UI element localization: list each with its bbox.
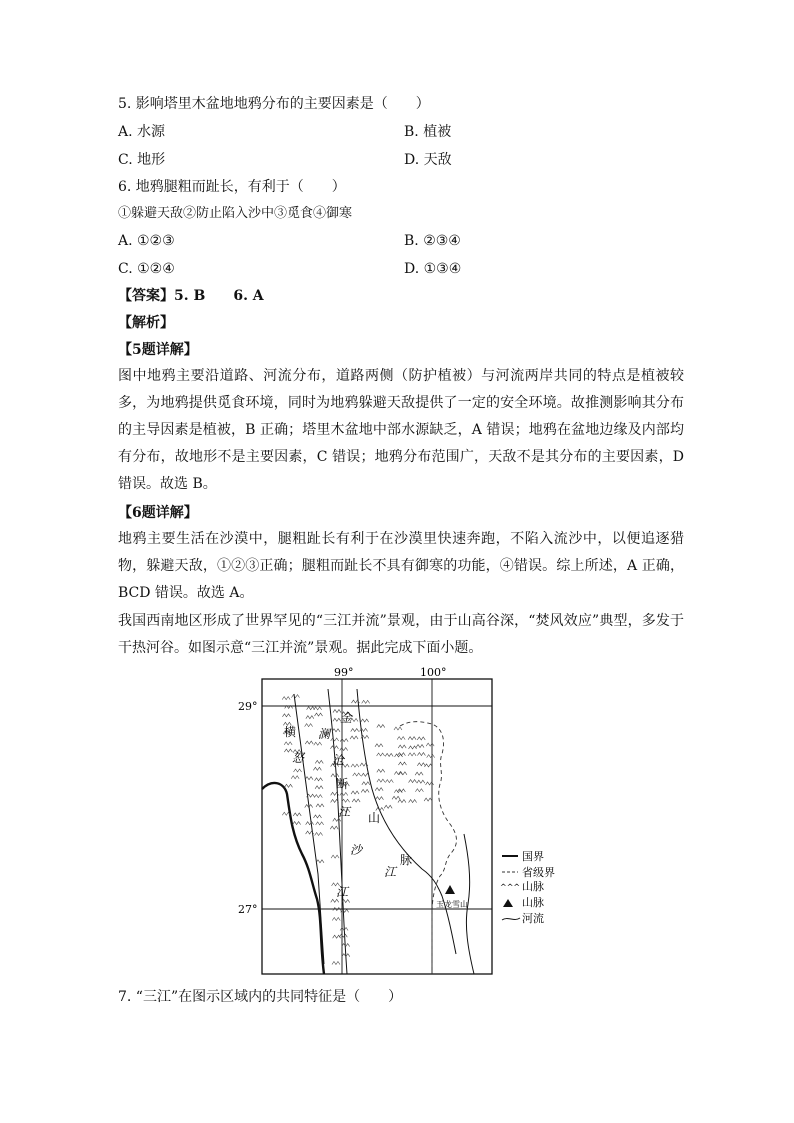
mountain-symbol	[339, 934, 347, 937]
mountain-symbol	[398, 745, 406, 748]
mountain-symbol	[353, 773, 361, 776]
label-lat-27: 27°	[238, 903, 258, 916]
mountain-symbol	[384, 805, 392, 808]
mountain-symbol	[397, 737, 405, 740]
mountain-symbol	[350, 736, 358, 739]
label-lat-29: 29°	[238, 700, 258, 713]
mountain-symbol	[316, 804, 324, 807]
peak-icon	[445, 885, 455, 894]
q7-stem: 7. “三江”在图示区域内的共同特征是（ ）	[118, 989, 403, 1005]
mountain-symbol	[375, 788, 383, 791]
mountain-symbol	[332, 962, 340, 965]
mountain-symbol	[331, 855, 339, 858]
legend-river-swatch	[502, 918, 520, 920]
map-frame	[262, 679, 492, 974]
mountain-symbol	[377, 769, 385, 772]
mountain-symbol	[409, 800, 417, 803]
mountain-symbol	[340, 739, 348, 742]
mountain-symbol	[316, 860, 324, 863]
mountain-symbol	[425, 764, 433, 767]
q5-detail-text: 图中地鸦主要沿道路、河流分布，道路两侧（防护植被）与河流两岸共同的特点是植被较多，为地鸦提供觅食环境，同时为地鸦躲避天敌提供了一定的安全环境。故推测影响其分布的主导因素是植被，B 正确；塔里木盆地中部水源缺乏，A 错误；地鸦在盆地边缘及内部均有分布，故地形不是主要因素，C 错误；地鸦分布范围广，天敌不是其分布的主要因素，D 错误。故选 B。	[118, 368, 684, 492]
mountain-symbol	[397, 789, 405, 792]
mountain-symbol	[314, 742, 322, 745]
mountain-symbol	[415, 772, 423, 775]
label-jiang-1: 江	[338, 805, 351, 819]
mountain-symbol	[415, 789, 423, 792]
q6-stem: 6. 地鸦腿粗而趾长，有利于（ ）	[118, 179, 346, 195]
mountain-symbol	[392, 796, 400, 799]
mountain-symbol	[351, 764, 359, 767]
label-duan: 断	[336, 777, 349, 791]
mountain-symbol	[315, 833, 323, 836]
q5-detail-heading: 【5题详解】	[118, 342, 198, 358]
mountain-symbol	[342, 944, 350, 947]
q5-option-c: C. 地形	[118, 152, 166, 168]
mountain-symbol	[282, 697, 290, 700]
mountain-ranges	[282, 695, 435, 965]
mountain-symbol	[315, 778, 323, 781]
mountain-symbol	[306, 822, 314, 825]
mountain-symbol	[377, 753, 385, 756]
label-shan: 山	[368, 811, 381, 825]
mountain-symbol	[385, 780, 393, 783]
mountain-symbol	[294, 769, 302, 772]
q6-option-b: B. ②③④	[404, 233, 461, 249]
mountain-symbol	[314, 707, 322, 710]
mountain-symbol	[293, 813, 301, 816]
label-lon-100: 100°	[420, 666, 447, 679]
mountain-symbol	[361, 789, 369, 792]
mountain-symbol	[305, 741, 313, 744]
mountain-symbol	[362, 782, 370, 785]
mountain-symbol	[313, 767, 321, 770]
mountain-symbol	[424, 798, 432, 801]
label-sha: 沙	[350, 843, 363, 857]
label-jiang-2: 江	[384, 865, 397, 879]
mountain-symbol	[315, 713, 323, 716]
q5-stem: 5. 影响塔里木盆地地鸦分布的主要因素是（ ）	[118, 96, 430, 112]
mountain-symbol	[340, 748, 348, 751]
q6-option-d: D. ①③④	[404, 261, 462, 277]
q5-option-d: D. 天敌	[404, 152, 452, 168]
mountain-symbol	[385, 753, 393, 756]
mountain-symbol	[284, 784, 292, 787]
legend-river-label: 河流	[522, 912, 544, 925]
label-nu: 怒	[292, 751, 305, 765]
legend-range-swatch: ^^^	[500, 883, 521, 892]
legend-peak-label: 山脉	[522, 896, 544, 909]
mountain-symbol	[408, 737, 416, 740]
mountain-symbol	[409, 746, 417, 749]
mountain-symbol	[416, 745, 424, 748]
mountain-symbol	[307, 707, 315, 710]
q6-detail-text: 地鸦主要生活在沙漠中，腿粗趾长有利于在沙漠里快速奔跑，不陷入流沙中，以便追逐猎物，躲避天敌，①②③正确；腿粗而趾长不具有御寒的功能，④错误。综上所述，A 正确，BCD 错误。故选 A。	[118, 531, 684, 601]
mountain-symbol	[417, 737, 425, 740]
mountain-symbol	[315, 786, 323, 789]
mountain-symbol	[314, 795, 322, 798]
mountain-symbol	[293, 822, 301, 825]
mountain-symbol	[316, 822, 324, 825]
mountain-symbol	[342, 799, 350, 802]
mountain-symbol	[375, 797, 383, 800]
mountain-symbol	[315, 760, 323, 763]
mountain-symbol	[398, 762, 406, 765]
label-yulong: 玉龙雪山	[436, 900, 468, 909]
mountain-symbol	[332, 917, 340, 920]
q6-detail-heading: 【6题详解】	[118, 505, 198, 521]
label-lon-99: 99°	[334, 666, 354, 679]
national-border	[262, 783, 324, 974]
mountain-symbol	[352, 799, 360, 802]
mountain-symbol	[331, 899, 339, 902]
mountain-symbol	[362, 700, 370, 703]
river-lancang	[328, 689, 347, 974]
q5-option-a: A. 水源	[118, 124, 166, 140]
mountain-symbol	[306, 716, 314, 719]
mountain-symbol	[377, 725, 385, 728]
provincial-border	[400, 722, 456, 974]
q5-option-b: B. 植被	[404, 124, 452, 140]
q6-option-c: C. ①②④	[118, 261, 175, 277]
mountain-symbol	[361, 719, 369, 722]
mountain-symbol	[417, 763, 425, 766]
label-jin: 金	[340, 711, 353, 725]
mountain-symbol	[351, 791, 359, 794]
mountain-symbol	[313, 815, 321, 818]
mountain-symbol	[426, 743, 434, 746]
mountain-symbol	[284, 742, 292, 745]
label-lan: 澜	[318, 727, 331, 741]
legend-border-label: 国界	[522, 850, 544, 863]
mountain-symbol	[291, 776, 299, 779]
mountain-symbol	[351, 729, 359, 732]
answer-line: 【答案】5. B 6. A	[118, 288, 264, 304]
mountain-symbol	[291, 695, 299, 698]
mountain-symbol	[409, 780, 417, 783]
mountain-symbol	[417, 780, 425, 783]
mountain-symbol	[398, 800, 406, 803]
mountain-symbol	[340, 793, 348, 796]
three-rivers-map	[232, 664, 572, 984]
q6-items: ①躲避天敌②防止陷入沙中③觅食④御寒	[118, 206, 353, 221]
mountain-symbol	[397, 753, 405, 756]
mountain-symbol	[305, 777, 313, 780]
analysis-heading: 【解析】	[118, 315, 174, 331]
label-heng: 横	[284, 725, 297, 739]
mountain-symbol	[282, 714, 290, 717]
legend	[500, 850, 555, 925]
intro-paragraph: 我国西南地区形成了世界罕见的“三江并流”景观，由于山高谷深，“焚风效应”典型，多发于干热河谷。如图示意“三江并流”景观。据此完成下面小题。	[118, 613, 684, 656]
mountain-symbol	[427, 755, 435, 758]
mountain-symbol	[305, 724, 313, 727]
legend-range-label: 山脉	[522, 880, 544, 893]
mountain-symbol	[408, 753, 416, 756]
mountain-symbol	[377, 779, 385, 782]
mountain-symbol	[332, 729, 340, 732]
mountain-symbol	[330, 826, 338, 829]
legend-peak-icon	[503, 899, 513, 907]
legend-province-label: 省级界	[522, 866, 555, 879]
q6-option-a: A. ①②③	[118, 233, 175, 249]
mountain-symbol	[331, 738, 339, 741]
mountain-symbol	[394, 727, 402, 730]
mountain-symbol	[417, 753, 425, 756]
label-jiang-3: 江	[336, 885, 349, 899]
mountain-symbol	[375, 744, 383, 747]
label-mai: 脉	[400, 853, 413, 867]
label-cang: 沧	[332, 753, 345, 767]
